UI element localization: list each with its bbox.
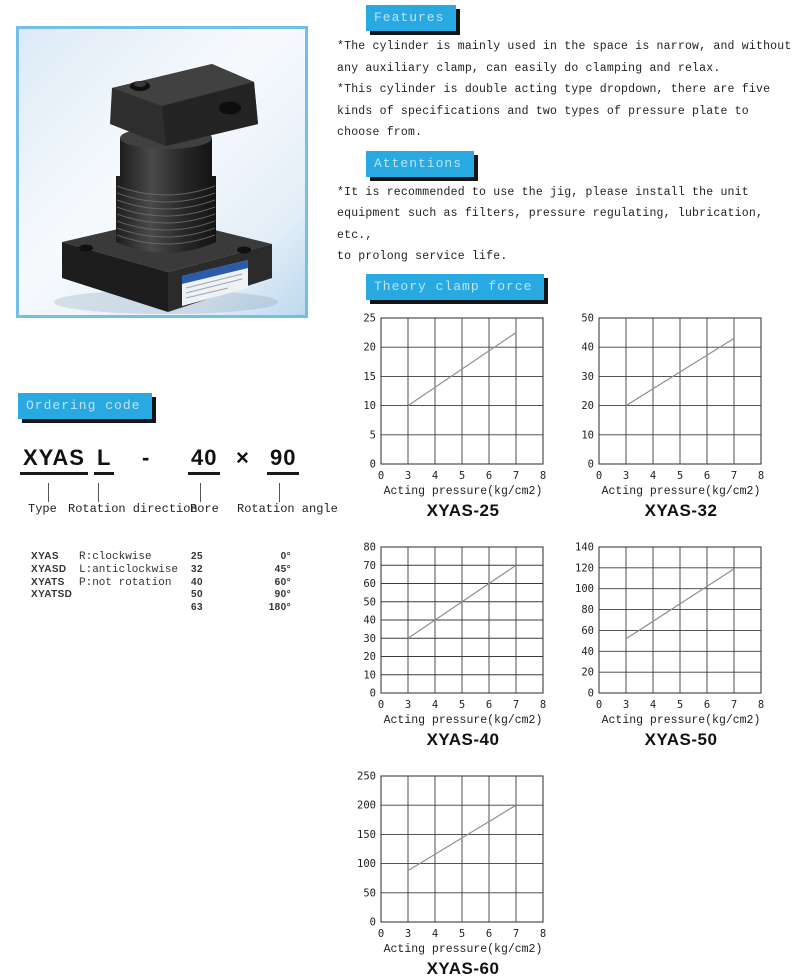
chart-plot <box>571 312 767 484</box>
code-segment: L <box>94 445 114 475</box>
svg-text:40: 40 <box>581 341 594 354</box>
svg-text:4: 4 <box>649 469 657 482</box>
code-segment: XYAS <box>20 445 88 475</box>
features-text <box>337 36 794 144</box>
svg-text:6: 6 <box>703 469 711 482</box>
type-column <box>31 551 72 602</box>
svg-text:60: 60 <box>581 624 594 637</box>
svg-text:8: 8 <box>539 927 547 940</box>
svg-text:4: 4 <box>431 698 439 711</box>
table-cell: 45° <box>274 563 291 575</box>
svg-text:10: 10 <box>581 428 594 441</box>
chart-title: XYAS-40 <box>426 729 500 749</box>
svg-text:3: 3 <box>622 469 630 482</box>
code-segment: 40 <box>188 445 220 475</box>
attentions-header <box>366 151 474 177</box>
svg-text:20: 20 <box>363 650 376 663</box>
svg-text:7: 7 <box>512 469 520 482</box>
rotation-angle-column <box>236 551 291 615</box>
svg-text:20: 20 <box>581 399 594 412</box>
svg-text:200: 200 <box>357 799 376 812</box>
chart-xyas-60 <box>353 770 549 979</box>
table-cell: R:clockwise <box>79 551 152 563</box>
theory-clamp-force-header <box>366 274 544 300</box>
svg-text:60: 60 <box>363 577 376 590</box>
table-cell: P:not rotation <box>79 576 172 589</box>
chart-title: XYAS-25 <box>426 500 500 520</box>
ordering-code-section <box>18 393 348 643</box>
svg-text:0: 0 <box>377 469 385 482</box>
chart-x-axis-label: Acting pressure(kg/cm2) <box>383 484 543 498</box>
code-label: Rotation angle <box>237 502 338 516</box>
svg-text:50: 50 <box>363 886 376 899</box>
attentions-line: to prolong service life. <box>337 250 508 263</box>
ordering-code-header <box>18 393 152 419</box>
table-cell: XYATS <box>31 576 65 588</box>
svg-text:5: 5 <box>676 698 684 711</box>
chart-plot <box>353 770 549 942</box>
svg-text:10: 10 <box>363 399 376 412</box>
bore-column <box>191 551 203 615</box>
table-cell: 25 <box>191 551 203 562</box>
svg-text:3: 3 <box>404 469 412 482</box>
connector-line <box>98 483 99 502</box>
svg-text:0: 0 <box>377 698 385 711</box>
table-cell: 90° <box>274 589 291 601</box>
svg-text:6: 6 <box>485 698 493 711</box>
table-cell: 180° <box>268 602 291 614</box>
chart-xyas-32 <box>571 312 767 521</box>
svg-text:0: 0 <box>595 698 603 711</box>
svg-text:20: 20 <box>581 666 594 679</box>
svg-text:6: 6 <box>485 469 493 482</box>
product-photo <box>16 26 308 318</box>
connector-line <box>200 483 201 502</box>
svg-text:3: 3 <box>404 927 412 940</box>
charts-grid <box>335 312 783 979</box>
svg-text:8: 8 <box>539 469 547 482</box>
table-cell: 50 <box>191 589 203 601</box>
svg-text:4: 4 <box>649 698 657 711</box>
chart-title: XYAS-60 <box>426 958 500 978</box>
svg-text:250: 250 <box>357 770 376 782</box>
svg-text:25: 25 <box>363 312 376 324</box>
rotation-direction-column <box>79 551 178 589</box>
svg-text:100: 100 <box>575 582 594 595</box>
svg-text:3: 3 <box>622 698 630 711</box>
svg-text:30: 30 <box>363 632 376 645</box>
features-line: *The cylinder is mainly used in the space is narrow, and without <box>337 40 792 53</box>
svg-text:7: 7 <box>512 927 520 940</box>
svg-text:0: 0 <box>377 927 385 940</box>
attentions-line: *It is recommended to use the jig, please install the unit <box>337 185 749 199</box>
features-header-label: Features <box>374 10 445 25</box>
connector-line <box>48 483 49 502</box>
features-line: kinds of specifications and two types of pressure plate to choose from. <box>337 104 749 139</box>
svg-text:6: 6 <box>485 927 493 940</box>
code-label: Bore <box>190 502 219 516</box>
svg-text:15: 15 <box>363 370 376 383</box>
svg-text:0: 0 <box>369 687 376 699</box>
chart-x-axis-label: Acting pressure(kg/cm2) <box>383 942 543 956</box>
svg-text:120: 120 <box>575 561 594 574</box>
code-label: Rotation direction <box>68 502 198 516</box>
chart-title: XYAS-50 <box>644 729 718 749</box>
svg-text:70: 70 <box>363 559 376 572</box>
features-line: *This cylinder is double acting type dropdown, there are five <box>337 83 771 96</box>
svg-text:4: 4 <box>431 927 439 940</box>
svg-text:150: 150 <box>357 828 376 841</box>
connector-line <box>279 483 280 502</box>
chart-plot <box>571 541 767 713</box>
code-segment: - <box>142 445 151 470</box>
chart-xyas-50 <box>571 541 767 750</box>
svg-text:5: 5 <box>458 927 466 940</box>
chart-plot <box>353 312 549 484</box>
features-header <box>366 5 456 31</box>
svg-text:3: 3 <box>404 698 412 711</box>
ordering-code-line <box>18 445 348 481</box>
svg-text:20: 20 <box>363 341 376 354</box>
svg-text:80: 80 <box>581 603 594 616</box>
table-cell: 0° <box>280 551 291 562</box>
table-cell: XYAS <box>31 551 59 562</box>
svg-text:7: 7 <box>730 469 738 482</box>
svg-text:7: 7 <box>730 698 738 711</box>
table-cell: L:anticlockwise <box>79 563 179 576</box>
svg-text:6: 6 <box>703 698 711 711</box>
table-cell: XYASD <box>31 563 67 575</box>
table-cell: 40 <box>191 576 203 588</box>
chart-x-axis-label: Acting pressure(kg/cm2) <box>601 713 761 727</box>
svg-text:50: 50 <box>581 312 594 324</box>
attentions-header-label: Attentions <box>374 155 463 171</box>
right-column <box>335 5 794 979</box>
table-cell: XYATSD <box>31 589 73 601</box>
svg-text:30: 30 <box>581 370 594 383</box>
svg-text:140: 140 <box>575 541 594 553</box>
svg-text:40: 40 <box>581 645 594 658</box>
product-photo-illustration <box>16 26 308 318</box>
svg-text:0: 0 <box>369 916 376 928</box>
svg-text:8: 8 <box>757 698 765 711</box>
code-segment: × <box>236 445 250 470</box>
svg-text:5: 5 <box>458 698 466 711</box>
svg-text:0: 0 <box>369 458 376 470</box>
attentions-text <box>337 182 794 268</box>
chart-title: XYAS-32 <box>644 500 718 520</box>
table-cell: 63 <box>191 602 203 614</box>
svg-text:40: 40 <box>363 614 376 626</box>
chart-x-axis-label: Acting pressure(kg/cm2) <box>383 713 543 727</box>
svg-text:8: 8 <box>757 469 765 482</box>
svg-text:7: 7 <box>512 698 520 711</box>
chart-x-axis-label: Acting pressure(kg/cm2) <box>601 484 761 498</box>
chart-xyas-40 <box>353 541 549 750</box>
svg-text:5: 5 <box>458 469 466 482</box>
table-cell: 60° <box>274 576 291 588</box>
code-segment: 90 <box>267 445 299 475</box>
attentions-line: equipment such as filters, pressure regulating, lubrication, etc., <box>337 207 764 242</box>
svg-text:0: 0 <box>587 458 594 470</box>
svg-text:0: 0 <box>587 687 594 699</box>
chart-plot <box>353 541 549 713</box>
ordering-header-label: Ordering code <box>26 398 141 413</box>
features-line: any auxiliary clamp, can easily do clamping and relax. <box>337 61 721 75</box>
theory-header-label: Theory clamp force <box>374 278 533 294</box>
svg-text:100: 100 <box>357 857 376 870</box>
svg-text:50: 50 <box>363 595 376 608</box>
svg-text:10: 10 <box>363 668 376 681</box>
chart-xyas-25 <box>353 312 549 521</box>
svg-text:5: 5 <box>676 469 684 482</box>
svg-text:5: 5 <box>369 428 376 441</box>
table-cell: 32 <box>191 563 203 575</box>
code-label: Type <box>28 502 57 516</box>
svg-text:80: 80 <box>363 541 376 553</box>
svg-text:4: 4 <box>431 469 439 482</box>
svg-text:8: 8 <box>539 698 547 711</box>
svg-text:0: 0 <box>595 469 603 482</box>
